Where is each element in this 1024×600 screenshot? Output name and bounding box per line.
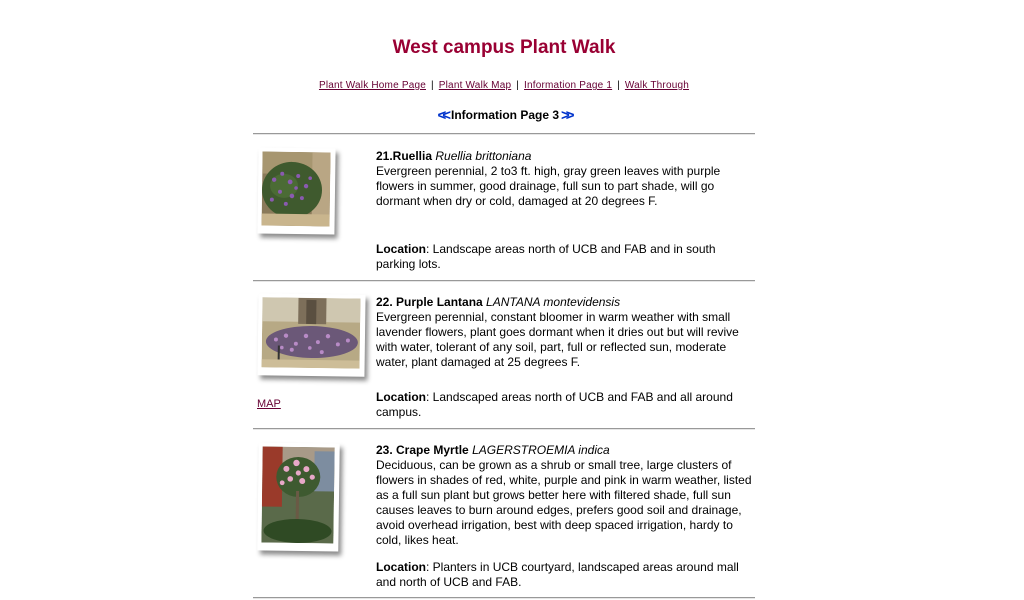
plant-entry-22	[376, 295, 756, 370]
nav-separator: |	[430, 80, 434, 91]
plant-scientific-name: LAGERSTROEMIA indica	[472, 443, 610, 457]
plant-location-22	[376, 390, 756, 420]
nav-link-walk-through[interactable]: Walk Through	[624, 80, 690, 91]
ruellia-photo	[257, 147, 335, 234]
divider	[253, 597, 755, 599]
next-page-arrow-icon[interactable]: >>	[561, 107, 571, 124]
divider	[253, 428, 755, 430]
plant-description: Evergreen perennial, constant bloomer in warm weather with small lavender flowers, plant goes dormant when it dries out but will revive with water, tolerant of any soil, part, full or reflected sun, moderate water, plant damaged at 25 degrees F.	[376, 310, 739, 369]
plant-location-21	[376, 242, 756, 272]
map-link[interactable]: MAP	[257, 398, 281, 410]
plant-entry-23	[376, 443, 756, 548]
pager	[0, 107, 1008, 124]
location-label: Location	[376, 242, 426, 256]
nav-link-info-page-1[interactable]: Information Page 1	[524, 80, 613, 91]
plant-entry-21	[376, 149, 756, 209]
page-title: West campus Plant Walk	[392, 37, 616, 58]
nav-link-map[interactable]: Plant Walk Map	[438, 80, 512, 91]
nav-separator: |	[516, 80, 520, 91]
top-nav	[0, 80, 1008, 91]
prev-page-arrow-icon[interactable]: <<	[437, 107, 447, 124]
plant-description: Deciduous, can be grown as a shrub or small tree, large clusters of flowers in shades of red, white, purple and pink in warm weather, listed as a full sun plant but grows better here with filtered shade, full sun causes leaves to burn around edges, prefers good soil and drainage, avoid overhead irrigation, best with deep spaced irrigation, hardy to cold, likes heat.	[376, 458, 752, 547]
plant-location-23	[376, 560, 756, 590]
location-text: : Planters in UCB courtyard, landscaped areas around mall and north of UCB and FAB.	[376, 560, 739, 589]
plant-name: 22. Purple Lantana	[376, 295, 483, 309]
plant-scientific-name: LANTANA montevidensis	[486, 295, 621, 309]
lantana-photo	[257, 293, 365, 376]
plant-name: 23. Crape Myrtle	[376, 443, 469, 457]
location-label: Location	[376, 390, 426, 404]
divider	[253, 280, 755, 282]
pager-label: Information Page 3	[450, 108, 560, 122]
plant-name: 21.Ruellia	[376, 149, 433, 163]
nav-link-home[interactable]: Plant Walk Home Page	[318, 80, 426, 91]
nav-separator: |	[617, 80, 620, 91]
plant-scientific-name: Ruellia brittoniana	[435, 149, 532, 163]
location-text: : Landscaped areas north of UCB and FAB and all around campus.	[376, 390, 733, 419]
location-label: Location	[376, 560, 426, 574]
crape-myrtle-photo	[257, 442, 340, 551]
plant-description: Evergreen perennial, 2 to3 ft. high, gray green leaves with purple flowers in summer, good drainage, full sun to part shade, will go dormant when dry or cold, damaged at 20 degrees F.	[376, 164, 721, 208]
divider	[253, 133, 755, 135]
location-text: : Landscape areas north of UCB and FAB and in south parking lots.	[376, 242, 716, 271]
